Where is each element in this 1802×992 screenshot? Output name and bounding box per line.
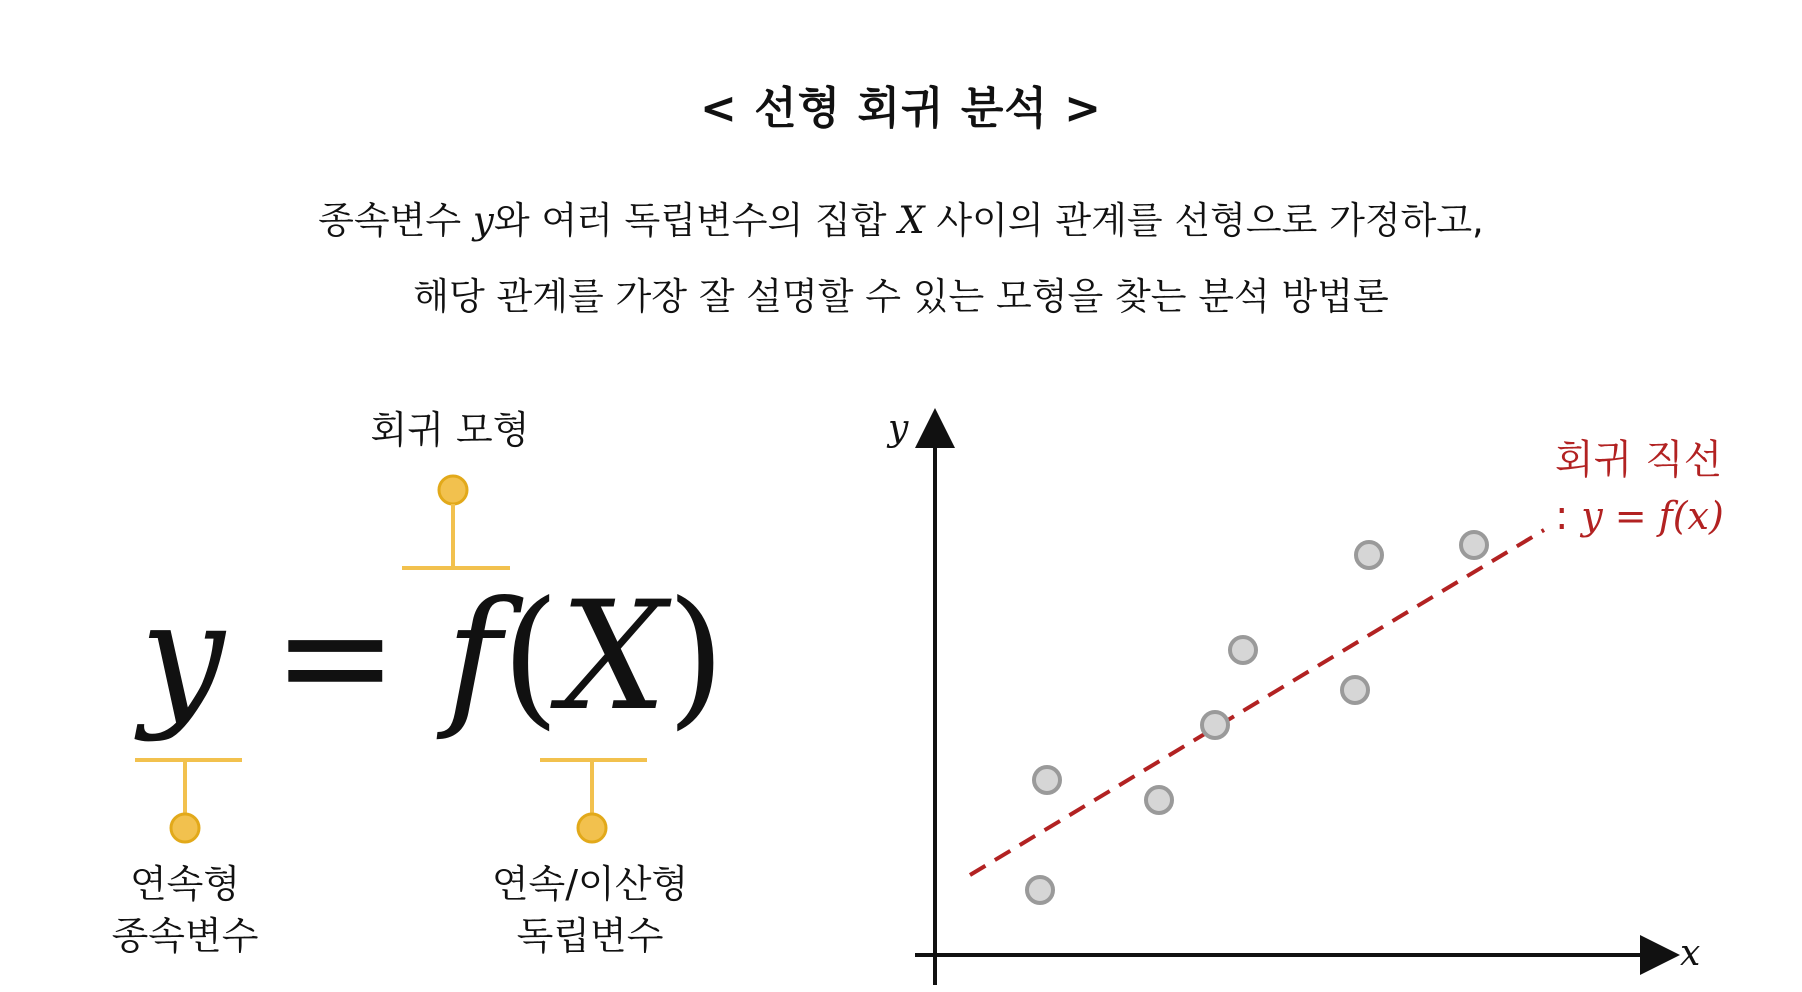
data-point-7: [1356, 542, 1382, 568]
description-text: 사이의 관계를 선형으로 가정하고,: [924, 199, 1484, 242]
variable-x: X: [898, 199, 925, 242]
page-title: < 선형 회귀 분석 >: [699, 83, 1103, 134]
dependent-marker-dot: [171, 814, 199, 842]
dependent-label-line-1: 연속형: [129, 862, 241, 906]
data-point-8: [1461, 532, 1487, 558]
equation-colon: :: [1555, 493, 1582, 539]
regression-line-title: 회귀 직선: [1555, 437, 1723, 483]
dependent-label-line-2: 종속변수: [111, 914, 259, 958]
independent-marker-dot: [578, 814, 606, 842]
data-points: [1027, 532, 1487, 903]
regression-equation: [1555, 488, 1724, 544]
description-text: 종속변수: [318, 199, 473, 242]
formula-x: X: [559, 570, 667, 744]
independent-label-line-2: 독립변수: [516, 914, 664, 958]
data-point-1: [1027, 877, 1053, 903]
data-point-2: [1034, 767, 1060, 793]
data-point-5: [1230, 637, 1256, 663]
formula-close-paren: ): [666, 570, 726, 744]
x-axis-label: x: [1680, 933, 1701, 974]
model-marker: [402, 476, 510, 568]
data-point-6: [1342, 677, 1368, 703]
model-marker-dot: [439, 476, 467, 504]
independent-marker: [540, 760, 647, 842]
dependent-marker: [135, 760, 242, 842]
data-point-3: [1146, 787, 1172, 813]
formula-f: f: [445, 570, 502, 744]
variable-y: y: [472, 199, 494, 242]
model-label: 회귀 모형: [370, 408, 530, 452]
formula-open-paren: (: [501, 570, 560, 744]
y-axis-label: y: [888, 408, 909, 449]
description-text: 와 여러 독립변수의 집합: [493, 199, 899, 242]
regression-line-label: [1555, 432, 1724, 544]
independent-label-line-1: 연속/이산형: [491, 862, 689, 906]
formula-y: y: [140, 570, 225, 744]
description-line-2: 해당 관계를 가장 잘 설명할 수 있는 모형을 찾는 분석 방법론: [413, 275, 1389, 318]
equation-text: y = f(x): [1581, 494, 1724, 538]
regression-line: [970, 530, 1544, 875]
data-point-4: [1202, 712, 1228, 738]
formula-equals: =: [272, 570, 399, 744]
